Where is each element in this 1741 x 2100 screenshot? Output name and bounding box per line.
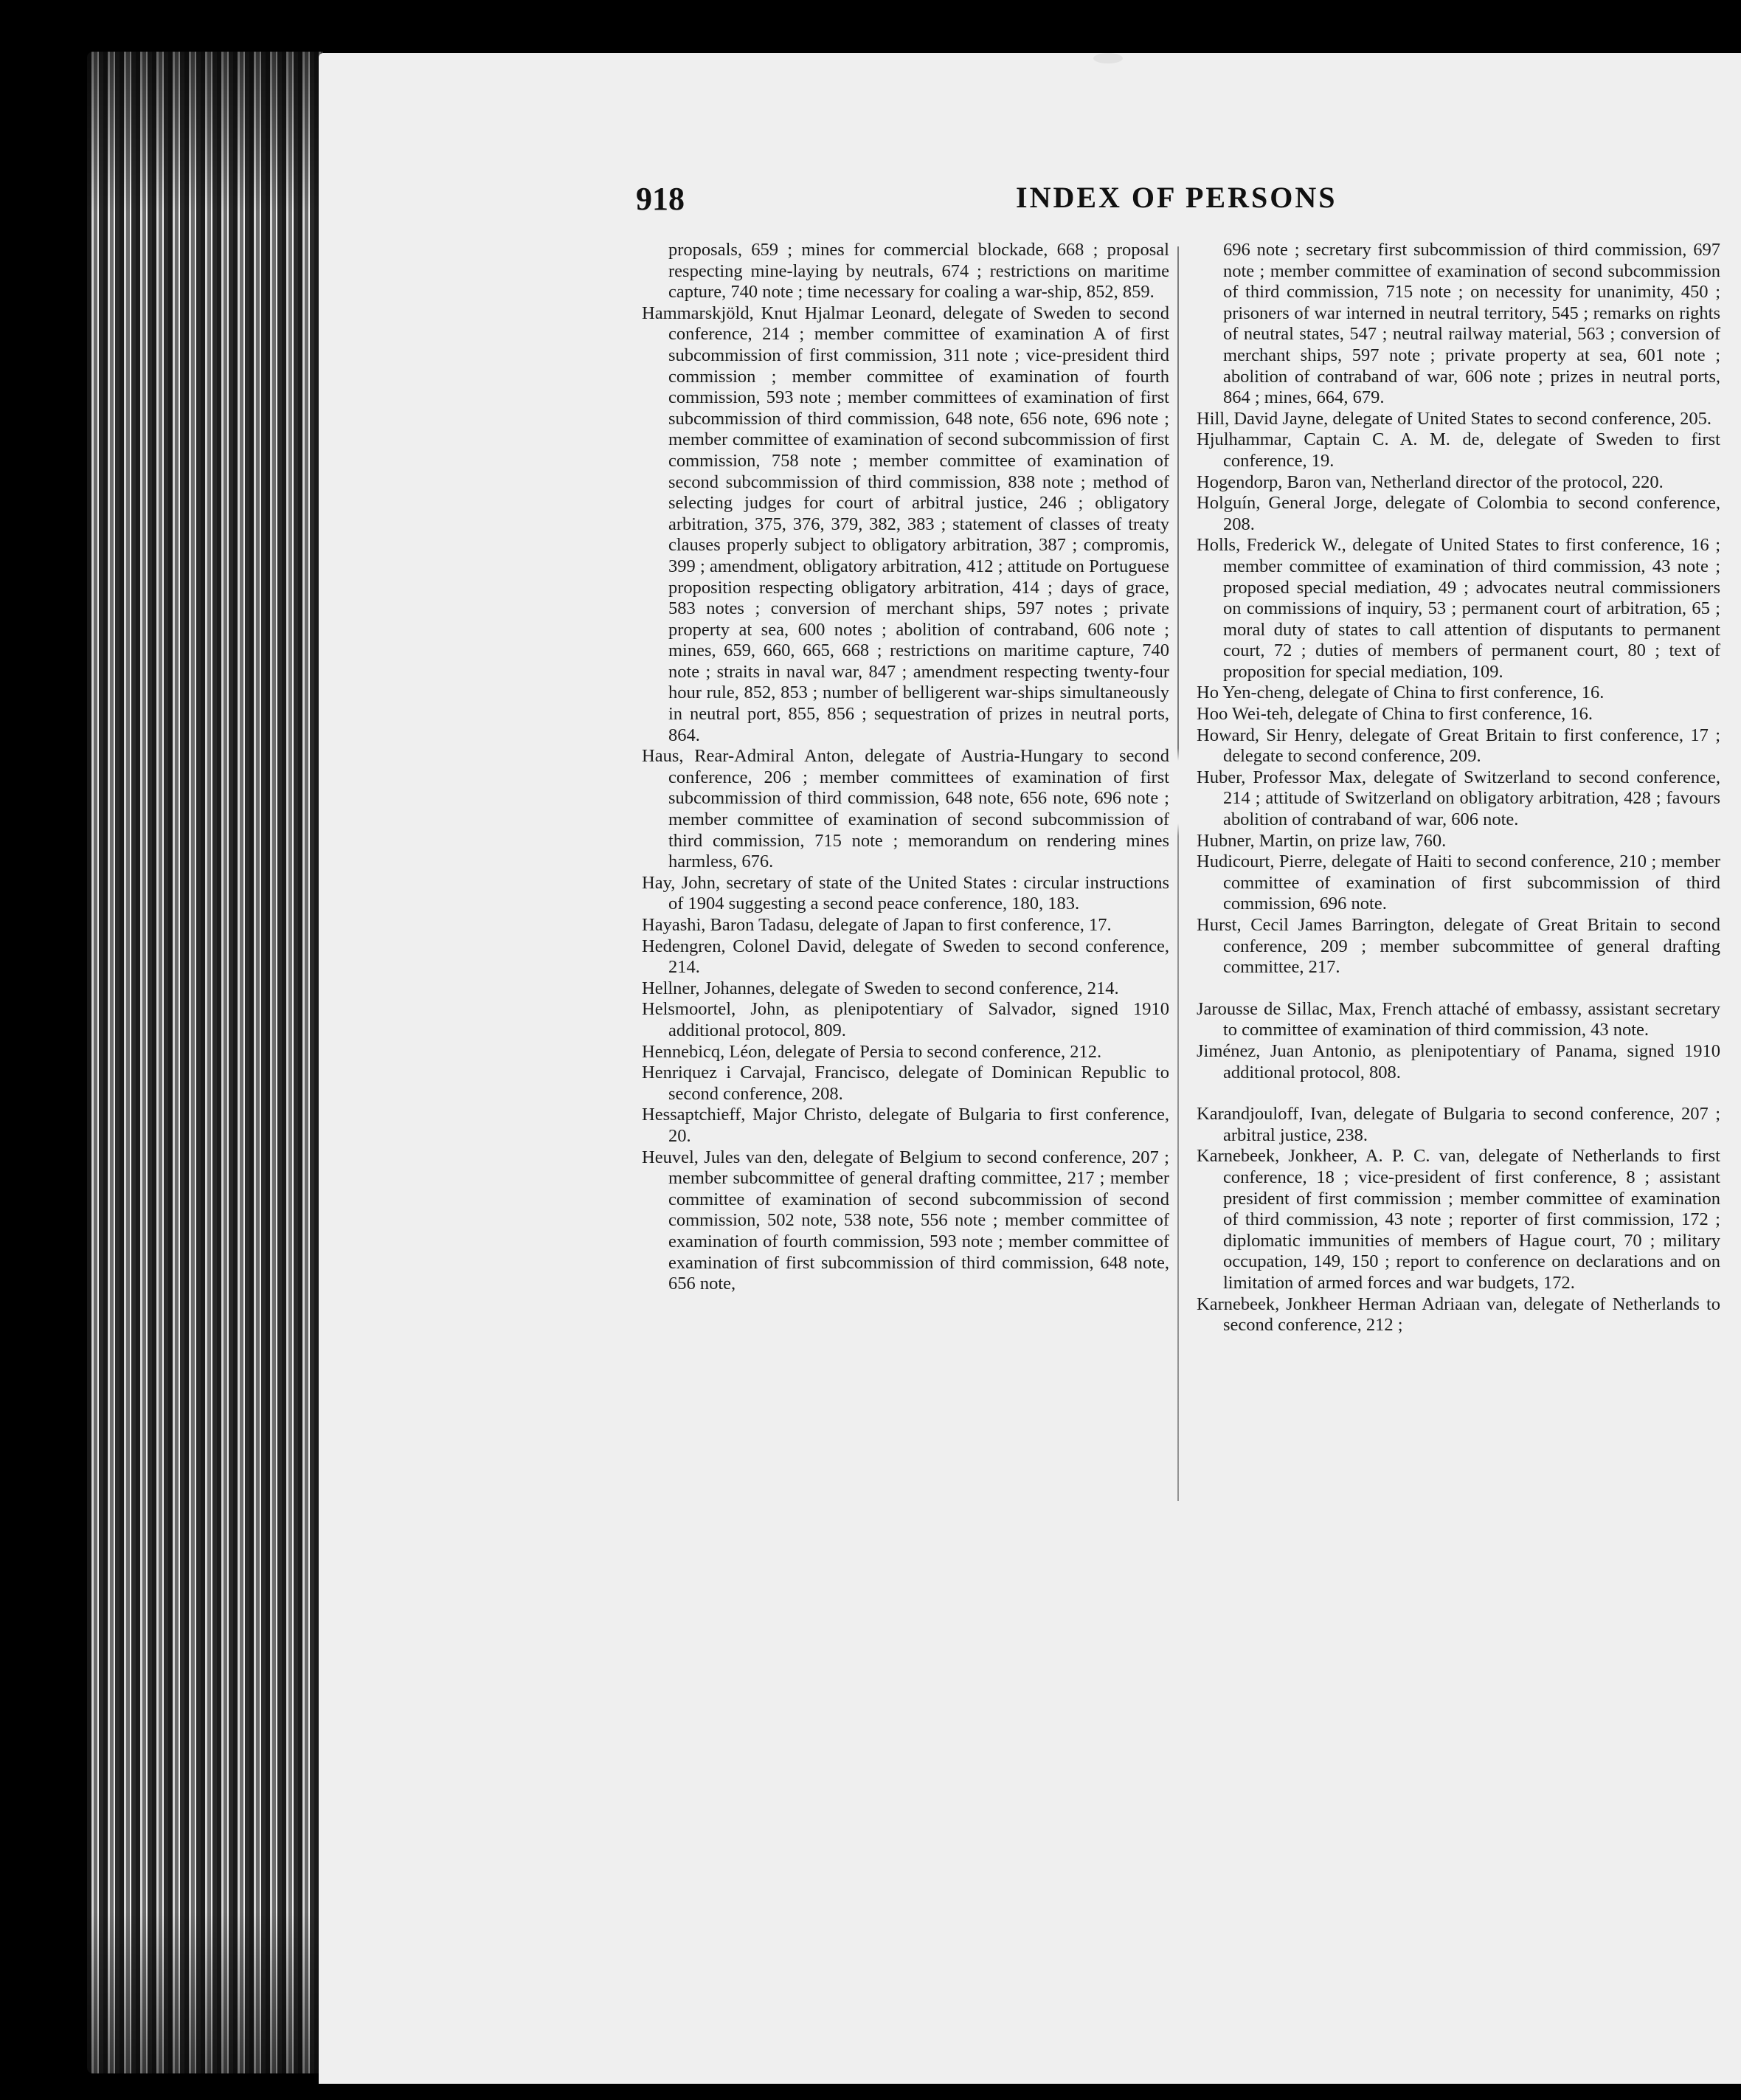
column-rule — [1177, 246, 1179, 1501]
left-column — [642, 240, 1169, 1295]
index-entry: Hogendorp, Baron van, Netherland director of the protocol, 220. — [1197, 472, 1664, 492]
index-entry: Hennebicq, Léon, delegate of Persia to second conference, 212. — [642, 1041, 1102, 1062]
index-entry: Huber, Professor Max, delegate of Switzerland to second conference, 214 ; attitude of Switzerland on obligatory arbitration, 428 ; favours abolition of contraband of war, 606 note. — [1197, 767, 1720, 830]
index-entry: Karandjouloff, Ivan, delegate of Bulgaria to second conference, 207 ; arbitral justice, 238. — [1197, 1104, 1720, 1145]
index-entry: Holls, Frederick W., delegate of United States to first conference, 16 ; member committee of examination of third commission, 43 note ; proposed special mediation, 49 ; advocates neutral commissioners on commissions of inquiry, 53 ; permanent court of arbitration, 65 ; moral duty of states to call attention of disputants to permanent court, 72 ; duties of members of permanent court, 80 ; text of proposition for special mediation, 109. — [1197, 535, 1720, 682]
index-entry: Hubner, Martin, on prize law, 760. — [1197, 830, 1447, 851]
index-entry: Hudicourt, Pierre, delegate of Haiti to second conference, 210 ; member committee of examination of first subcommission of third commission, 696 note. — [1197, 852, 1720, 914]
index-entry-continued: proposals, 659 ; mines for commercial blockade, 668 ; proposal respecting mine-laying by neutrals, 674 ; restrictions on maritime capture, 740 note ; time necessary for coaling a war-ship, 852, 859. — [668, 240, 1169, 303]
index-entry: Hellner, Johannes, delegate of Sweden to second conference, 214. — [642, 978, 1119, 998]
index-entry: Helsmoortel, John, as plenipotentiary of Salvador, signed 1910 additional protocol, 809. — [642, 999, 1169, 1040]
index-entry: Heuvel, Jules van den, delegate of Belgium to second conference, 207 ; member subcommittee of general drafting committee, 217 ; member committee of examination of second subcommission of second commission, 502 note, 538 note, 556 note ; member committee of examination of fourth commission, 593 note ; member committee of examination of first subcommission of third commission, 648 note, 656 note, — [642, 1147, 1169, 1294]
index-entry-continued: 696 note ; secretary first subcommission of third commission, 697 note ; member committee of examination of second subcommission of third commission, 715 note ; on necessity for unanimity, 450 ; prisoners of war interned in neutral territory, 545 ; remarks on rights of neutral states, 547 ; neutral railway material, 563 ; conversion of merchant ships, 597 note ; private property at sea, 601 note ; abolition of contraband of war, 606 note ; prizes in neutral ports, 864 ; mines, 664, 679. — [1223, 240, 1720, 408]
index-entry: Jiménez, Juan Antonio, as plenipotentiary of Panama, signed 1910 additional protocol, 808. — [1197, 1040, 1720, 1082]
index-entry: Haus, Rear-Admiral Anton, delegate of Austria-Hungary to second conference, 206 ; member committees of examination of first subcommission of third commission, 648 note, 656 note, 696 note ; member committee of examination of second subcommission of third commission, 715 note ; memorandum on rendering mines harmless, 676. — [642, 746, 1169, 872]
index-entry: Hessaptchieff, Major Christo, delegate of Bulgaria to first conference, 20. — [642, 1105, 1169, 1146]
index-entry: Karnebeek, Jonkheer, A. P. C. van, delegate of Netherlands to first conference, 18 ; vice-president of first conference, 8 ; assistant president of first commission ; member committee of examination of third commission, 43 note ; reporter of first commission, 172 ; diplomatic immunities of members of Hague court, 70 ; military occupation, 149, 150 ; report to conference on declarations and on limitation of armed forces and war budgets, 172. — [1197, 1146, 1720, 1293]
index-entry: Holguín, General Jorge, delegate of Colombia to second conference, 208. — [1197, 493, 1720, 534]
index-entry: Hurst, Cecil James Barrington, delegate of Great Britain to second conference, 209 ; member subcommittee of general drafting committee, 217. — [1197, 915, 1720, 978]
page-number: 918 — [636, 181, 685, 217]
index-entry: Hammarskjöld, Knut Hjalmar Leonard, delegate of Sweden to second conference, 214 ; member committee of examination A of first subcommission of first commission, 311 note ; vice-president third commission ; member committee of examination of fourth commission, 593 note ; member committees of examination of first subcommission of third commission, 648 note, 656 note, 696 note ; member committee of examination of second subcommission of first commission, 758 note ; member committee of examination of second subcommission of third commission, 838 note ; method of selecting judges for court of arbitral justice, 246 ; obligatory arbitration, 375, 376, 379, 382, 383 ; statement of classes of treaty clauses properly subject to obligatory arbitration, 387 ; compromis, 399 ; amendment, obligatory arbitration, 412 ; attitude on Portuguese proposition respecting obligatory arbitration, 414 ; days of grace, 583 notes ; conversion of merchant ships, 597 notes ; private property at sea, 600 notes ; abolition of contraband, 606 note ; mines, 659, 660, 665, 668 ; restrictions on maritime capture, 740 note ; straits in naval war, 847 ; amendment respecting twenty-four hour rule, 852, 853 ; number of belligerent war-ships simultaneously in neutral port, 855, 856 ; sequestration of prizes in neutral ports, 864. — [642, 303, 1169, 745]
index-entry: Hoo Wei-teh, delegate of China to first conference, 16. — [1197, 704, 1593, 725]
index-entry: Howard, Sir Henry, delegate of Great Britain to first conference, 17 ; delegate to second conference, 209. — [1197, 725, 1720, 767]
index-entry: Ho Yen-cheng, delegate of China to first conference, 16. — [1197, 683, 1605, 703]
index-entry: Hay, John, secretary of state of the United States : circular instructions of 1904 suggesting a second peace conference, 180, 183. — [642, 872, 1169, 914]
index-entry: Karnebeek, Jonkheer Herman Adriaan van, delegate of Netherlands to second conference, 212 ; — [1197, 1293, 1720, 1336]
index-entry: Hjulhammar, Captain C. A. M. de, delegate of Sweden to first conference, 19. — [1197, 429, 1720, 471]
page-blemish — [1093, 53, 1123, 63]
index-entry: Hill, David Jayne, delegate of United States to second conference, 205. — [1197, 408, 1712, 429]
page-title: INDEX OF PERSONS — [1016, 181, 1337, 214]
right-column — [1197, 240, 1720, 1336]
book-page — [319, 53, 1741, 2084]
index-entry: Hedengren, Colonel David, delegate of Sweden to second conference, 214. — [642, 936, 1169, 978]
index-entry: Hayashi, Baron Tadasu, delegate of Japan to first conference, 17. — [642, 915, 1112, 935]
index-entry: Henriquez i Carvajal, Francisco, delegate of Dominican Republic to second conference, 208. — [642, 1063, 1169, 1104]
section-gap — [1197, 1083, 1720, 1104]
book-spine-edge — [87, 52, 323, 2073]
running-head — [319, 180, 1741, 224]
index-entry: Jarousse de Sillac, Max, French attaché of embassy, assistant secretary to committee of examination of third commission, 43 note. — [1197, 998, 1720, 1040]
section-gap — [1197, 978, 1720, 999]
